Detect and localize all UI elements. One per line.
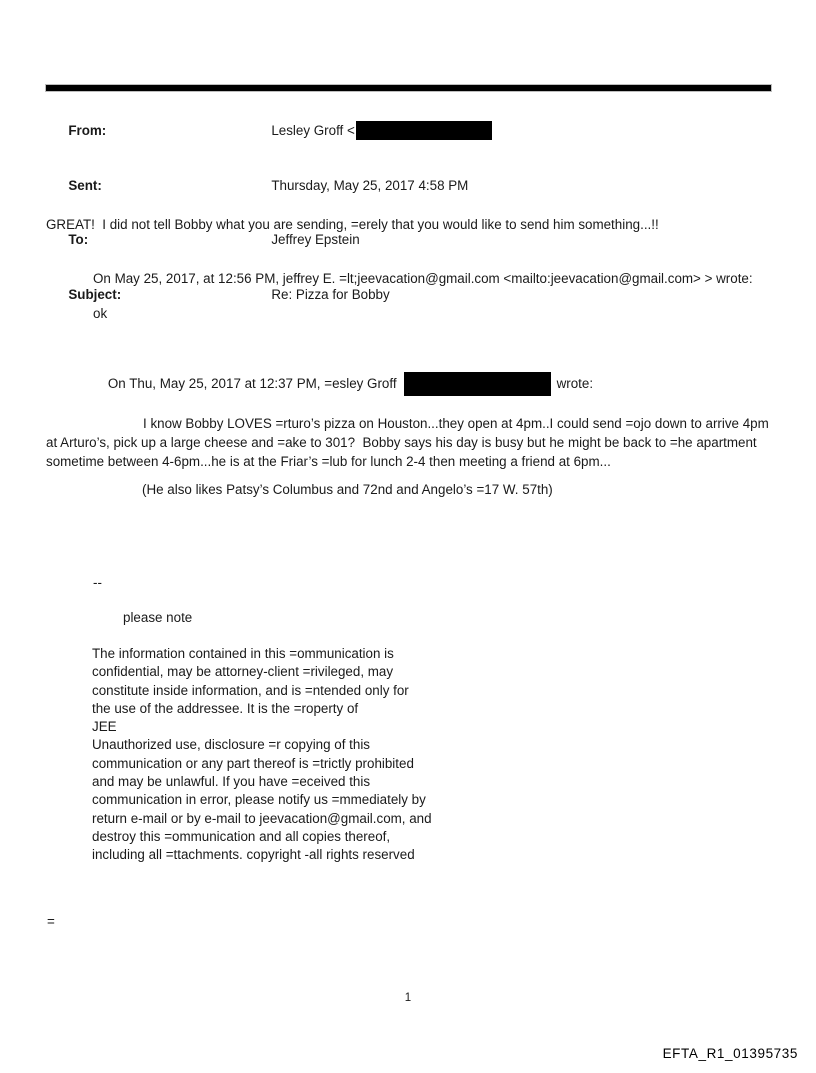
email-body-text: GREAT! I did not tell Bobby what you are sending, =erely that you would like to send him something...!! xyxy=(46,217,659,232)
signature-note: please note xyxy=(123,610,193,625)
quoted-message-paragraph xyxy=(46,414,791,471)
field-label-sent: Sent: xyxy=(68,177,102,193)
field-value-sent: Thursday, May 25, 2017 4:58 PM xyxy=(271,177,469,193)
disclaimer-line: the use of the addressee. It is the =roperty of xyxy=(92,700,359,716)
disclaimer-line: including all =ttachments. copyright -all rights reserved xyxy=(92,847,415,863)
page-number: 1 xyxy=(404,992,412,1004)
quoted-reply-header-text: wrote: xyxy=(556,376,594,391)
header-field-row xyxy=(46,103,492,159)
field-value-to: Jeffrey Epstein xyxy=(271,232,360,248)
quoted-message-aside: (He also likes Patsy’s Columbus and 72nd and Angelo’s =17 W. 57th) xyxy=(142,482,553,497)
disclaimer-line: The information contained in this =ommunication is xyxy=(92,646,394,661)
field-label-to: To: xyxy=(68,232,89,248)
quoted-reply-header xyxy=(93,348,593,420)
field-value-subject: Re: Pizza for Bobby xyxy=(271,287,390,303)
field-label-from: From: xyxy=(68,123,107,139)
quoted-reply-body: ok xyxy=(93,306,108,321)
quoted-reply-header-text: On Thu, May 25, 2017 at 12:37 PM, =esley Groff xyxy=(107,376,397,391)
disclaimer-line: return e-mail or by e-mail to jeevacation@gmail.com, and xyxy=(92,810,432,826)
email-header xyxy=(46,103,492,322)
disclaimer-line: Unauthorized use, disclosure =r copying of this xyxy=(92,737,371,753)
disclaimer-line: destroy this =ommunication and all copies thereof, xyxy=(92,828,391,844)
bates-number: EFTA_R1_01395735 xyxy=(662,1046,798,1061)
disclaimer-line: communication or any part thereof is =trictly prohibited xyxy=(92,755,414,771)
paragraph-line: at Arturo’s, pick up a large cheese and =ake to 301? Bobby says his day is busy but he might be back to =he apartment xyxy=(46,435,757,450)
header-field-row xyxy=(46,159,492,214)
signature-disclaimer xyxy=(92,645,432,865)
redaction-box xyxy=(404,372,551,396)
header-separator-rule xyxy=(45,84,772,92)
disclaimer-line: constitute inside information, and is =ntended only for xyxy=(92,682,409,698)
stray-character: = xyxy=(47,914,55,929)
redaction-box xyxy=(356,121,492,140)
disclaimer-line: confidential, may be attorney-client =rivileged, may xyxy=(92,664,394,680)
disclaimer-line: JEE xyxy=(92,719,117,735)
disclaimer-line: communication in error, please notify us =mmediately by xyxy=(92,792,426,808)
field-value-from: Lesley Groff < xyxy=(271,123,355,139)
paragraph-line: I know Bobby LOVES =rturo’s pizza on Houston...they open at 4pm..I could send =ojo down to arrive 4pm xyxy=(143,416,769,431)
paragraph-line: sometime between 4-6pm...he is at the Friar’s =lub for lunch 2-4 then meeting a friend at 6pm... xyxy=(46,454,611,469)
field-label-subject: Subject: xyxy=(68,287,122,303)
signature-separator: -- xyxy=(93,575,102,590)
quoted-reply-header: On May 25, 2017, at 12:56 PM, jeffrey E. =lt;jeevacation@gmail.com <mailto:jeevacation@gmail.com> > wrote: xyxy=(93,271,753,286)
disclaimer-line: and may be unlawful. If you have =eceived this xyxy=(92,774,371,790)
